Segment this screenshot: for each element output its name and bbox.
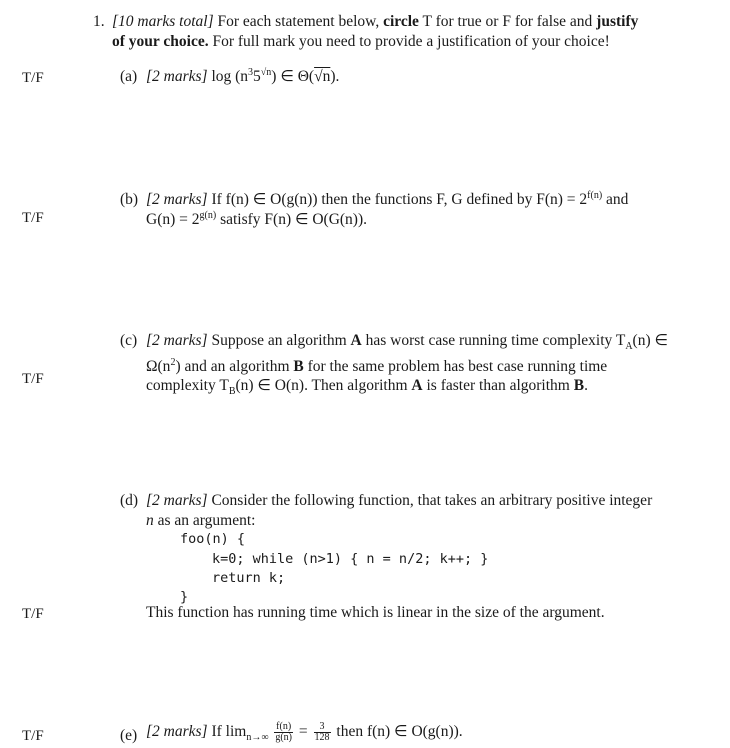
- tf-label-a[interactable]: T/F: [22, 70, 44, 86]
- tf-label-e[interactable]: T/F: [22, 728, 44, 744]
- part-c-alg-a: A: [350, 332, 362, 349]
- part-a-base5: 5: [253, 68, 261, 85]
- part-c-line3-a: complexity T: [146, 377, 229, 395]
- part-d-conclusion: This function has running time which is linear in the size of the argument.: [146, 604, 605, 621]
- part-c-label: (c): [120, 332, 138, 349]
- part-a-body: [146, 67, 702, 87]
- part-e-marks: [2 marks]: [146, 723, 208, 741]
- intro-text-b: T for true or F for false and: [422, 13, 593, 30]
- part-d-body: [146, 491, 702, 530]
- part-d-marks: [2 marks]: [146, 492, 208, 509]
- part-c-line2-a: Ω(n: [146, 357, 171, 375]
- part-e-if-lim: If lim: [211, 723, 247, 741]
- part-e-tail: then f(n) ∈ O(g(n)).: [336, 723, 463, 741]
- part-b-label: (b): [120, 191, 139, 208]
- of-choice-text: of your choice.: [112, 32, 209, 50]
- question-number: 1.: [93, 13, 105, 30]
- part-c-exp2: 2: [170, 356, 176, 368]
- part-a-stmt-mid: ) ∈ Θ(: [271, 68, 315, 85]
- part-e-const-fraction: [314, 722, 331, 743]
- part-b-exp-f: f(n): [587, 189, 603, 201]
- part-c-line1-c: (n) ∈: [632, 332, 668, 349]
- part-c-line2-c: for the same problem has best case running time: [307, 357, 608, 375]
- part-b-exp-g: g(n): [199, 209, 217, 221]
- part-b-line2-b: satisfy F(n) ∈ O(G(n)).: [220, 210, 368, 228]
- part-a-stmt-end: ).: [330, 68, 340, 85]
- part-d-var-n: n: [146, 511, 154, 529]
- part-e-equals: =: [298, 723, 308, 741]
- tf-label-c[interactable]: T/F: [22, 371, 44, 387]
- part-c-alg-b-2: B: [573, 377, 585, 395]
- circle-word: circle: [383, 13, 419, 30]
- part-e-body: [146, 722, 702, 748]
- part-e-frac-num: f(n): [276, 721, 292, 732]
- part-c-line3-d: .: [584, 377, 588, 395]
- part-a-exp3: 3: [248, 66, 254, 78]
- part-b-line1-a: If f(n) ∈ O(g(n)) then the functions F, G defined by F(n) = 2: [211, 191, 588, 208]
- intro-text-c: For full mark you need to provide a justification of your choice!: [212, 32, 610, 50]
- part-e-const-den: 128: [314, 732, 330, 743]
- part-a-sqrt-n: √n: [314, 68, 331, 85]
- part-c-body: [146, 331, 702, 402]
- part-c-sub-a: A: [625, 341, 633, 353]
- part-c-sub-b: B: [228, 386, 236, 398]
- part-c-alg-b: B: [293, 357, 304, 375]
- justify-word: justify: [596, 13, 639, 30]
- code-line-1: foo(n) {: [180, 531, 246, 547]
- intro-text-a: For each statement below,: [217, 13, 380, 30]
- part-e-lim-sub: n→∞: [246, 732, 269, 744]
- code-line-3: return k;: [212, 570, 286, 586]
- part-e-const-num: 3: [314, 722, 331, 733]
- part-b-line2-a: G(n) = 2: [146, 210, 200, 228]
- part-b-body: [146, 190, 702, 229]
- part-e-fraction: [274, 722, 293, 743]
- part-a-exp-sqrt: √n: [260, 66, 272, 78]
- question-intro: [112, 12, 712, 51]
- code-line-4: }: [180, 589, 189, 605]
- tf-label-b[interactable]: T/F: [22, 210, 44, 226]
- code-line-2: k=0; while (n>1) { n = n/2; k++; }: [212, 551, 489, 567]
- part-c-alg-a-2: A: [411, 377, 423, 395]
- part-e-frac-den: g(n): [275, 732, 293, 743]
- part-d-line2: as an argument:: [157, 511, 256, 529]
- part-c-marks: [2 marks]: [146, 332, 208, 349]
- part-b-line1-b: and: [606, 191, 629, 208]
- part-a-label: (a): [120, 68, 138, 85]
- part-d-label: (d): [120, 492, 139, 509]
- part-a-marks: [2 marks]: [146, 68, 208, 85]
- part-c-line1-b: has worst case running time complexity T: [365, 332, 626, 349]
- part-c-line3-c: is faster than algorithm: [426, 377, 570, 395]
- part-c-line1-a: Suppose an algorithm: [211, 332, 347, 349]
- part-d-line1: Consider the following function, that takes an arbitrary positive integer: [211, 492, 653, 509]
- tf-label-d[interactable]: T/F: [22, 606, 44, 622]
- part-e-label: (e): [120, 727, 138, 744]
- part-a-stmt-prefix: log (n: [211, 68, 249, 85]
- question-marks: [10 marks total]: [112, 13, 214, 30]
- part-c-line3-b: (n) ∈ O(n). Then algorithm: [235, 377, 408, 395]
- part-c-line2-b: ) and an algorithm: [175, 357, 290, 375]
- part-b-marks: [2 marks]: [146, 191, 208, 208]
